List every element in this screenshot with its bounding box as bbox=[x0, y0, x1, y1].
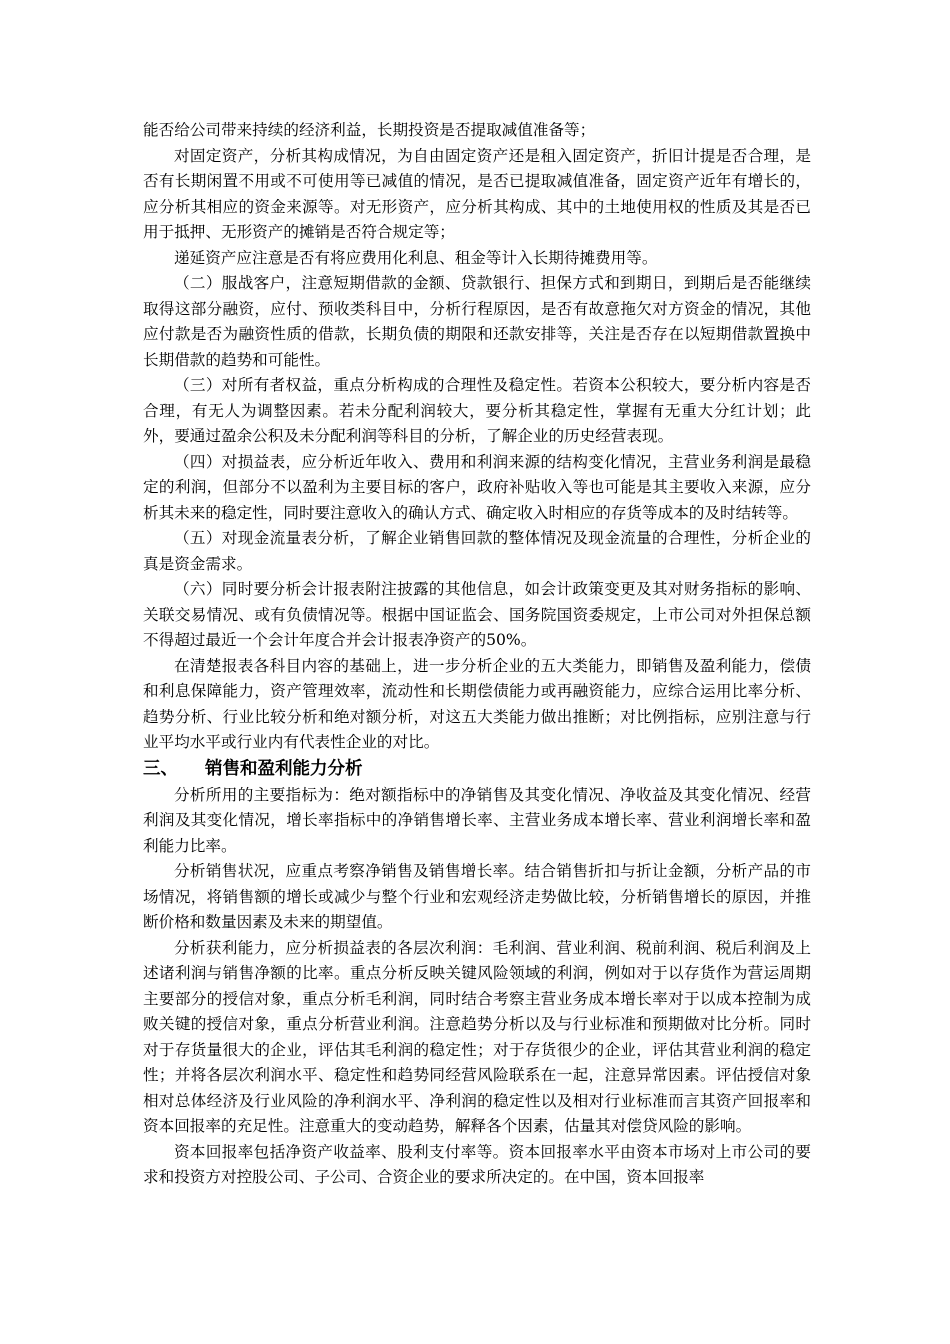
section-title: 销售和盈利能力分析 bbox=[205, 758, 363, 779]
document-page bbox=[143, 118, 811, 1191]
paragraph: 分析销售状况，应重点考察净销售及销售增长率。结合销售折扣与折让金额，分析产品的市场情况，将销售额的增长或减少与整个行业和宏观经济走势做比较，分析销售增长的原因，并推断价格和数量因素及未来的期望值。 bbox=[143, 862, 811, 931]
paragraph: （三）对所有者权益，重点分析构成的合理性及稳定性。若资本公积较大，要分析内容是否合理，有无人为调整因素。若未分配利润较大，要分析其稳定性，掌握有无重大分红计划；此外，要通过盈余公积及未分配利润等科目的分析，了解企业的历史经营表现。 bbox=[143, 376, 811, 445]
paragraph: 在清楚报表各科目内容的基础上，进一步分析企业的五大类能力，即销售及盈利能力，偿债和利息保障能力，资产管理效率，流动性和长期偿债能力或再融资能力，应综合运用比率分析、趋势分析、行业比较分析和绝对额分析，对这五大类能力做出推断；对比例指标，应别注意与行业平均水平或行业内有代表性企业的对比。 bbox=[143, 656, 811, 751]
paragraph: 资本回报率包括净资产收益率、股利支付率等。资本回报率水平由资本市场对上市公司的要求和投资方对控股公司、子公司、合资企业的要求所决定的。在中国，资本回报率 bbox=[143, 1142, 811, 1186]
paragraphs-before bbox=[143, 118, 811, 756]
paragraph: 能否给公司带来持续的经济利益，长期投资是否提取减值准备等； bbox=[143, 121, 596, 139]
paragraph: （二）服战客户，注意短期借款的金额、贷款银行、担保方式和到期日，到期后是否能继续取得这部分融资，应付、预收类科目中，分析行程原因，是否有故意拖欠对方资金的情况，其他应付款是否为融资性质的借款，长期负债的期限和还款安排等，关注是否存在以短期借款置换中长期借款的趋势和可能性。 bbox=[143, 274, 811, 369]
paragraph: （四）对损益表，应分析近年收入、费用和利润来源的结构变化情况，主营业务利润是最稳定的利润，但部分不以盈利为主要目标的客户，政府补贴收入等也可能是其主要收入来源，应分析其未来的稳定性，同时要注意收入的确认方式、确定收入时相应的存货等成本的及时结转等。 bbox=[143, 452, 811, 522]
section-number: 三、 bbox=[143, 758, 178, 779]
paragraph: （六）同时要分析会计报表附注披露的其他信息，如会计政策变更及其对财务指标的影响、关联交易情况、或有负债情况等。根据中国证监会、国务院国资委规定，上市公司对外担保总额不得超过最近一个会计年度合并会计报表净资产的50%。 bbox=[143, 580, 811, 649]
paragraph: （五）对现金流量表分析，了解企业销售回款的整体情况及现金流量的合理性，分析企业的真是资金需求。 bbox=[143, 529, 811, 573]
paragraphs-after bbox=[143, 783, 811, 1191]
paragraph: 分析所用的主要指标为：绝对额指标中的净销售及其变化情况、净收益及其变化情况、经营利润及其变化情况，增长率指标中的净销售增长率、主营业务成本增长率、营业利润增长率和盈利能力比率。 bbox=[143, 785, 811, 855]
paragraph: 分析获利能力，应分析损益表的各层次利润：毛利润、营业利润、税前利润、税后利润及上述诸利润与销售净额的比率。重点分析反映关键风险领域的利润，例如对于以存货作为营运周期主要部分的授信对象，重点分析毛利润，同时结合考察主营业务成本增长率对于以成本控制为成败关键的授信对象，重点分析营业利润。注意趋势分析以及与行业标准和预期做对比分析。同时对于存货量很大的企业，评估其毛利润的稳定性；对于存货很少的企业，评估其营业利润的稳定性；并将各层次利润水平、稳定性和趋势同经营风险联系在一起，注意异常因素。评估授信对象相对总体经济及行业风险的净利润水平、净利润的稳定性以及相对行业标准而言其资产回报率和资本回报率的充足性。注意重大的变动趋势，解释各个因素，估量其对偿贷风险的影响。 bbox=[143, 938, 811, 1135]
section-heading bbox=[143, 756, 811, 783]
paragraph: 对固定资产，分析其构成情况，为自由固定资产还是租入固定资产，折旧计提是否合理，是否有长期闲置不用或不可使用等已减值的情况，是否已提取减值准备，固定资产近年有增长的，应分析其相应的资金来源等。对无形资产，应分析其构成、其中的土地使用权的性质及其是否已用于抵押、无形资产的摊销是否符合规定等； bbox=[143, 146, 811, 241]
paragraph: 递延资产应注意是否有将应费用化利息、租金等计入长期待摊费用等。 bbox=[174, 248, 658, 267]
